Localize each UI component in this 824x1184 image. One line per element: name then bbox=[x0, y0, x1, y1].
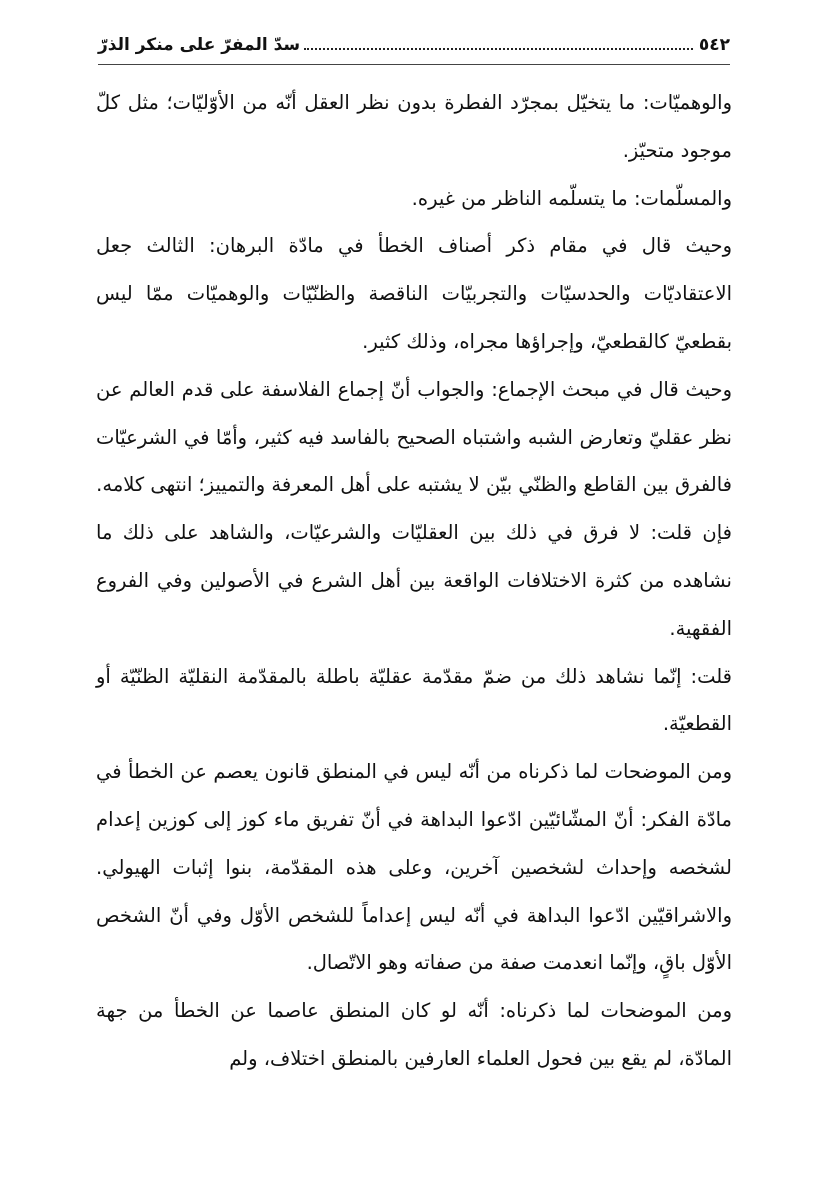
paragraph: والوهميّات: ما يتخيّل بمجرّد الفطرة بدون نظر العقل أنّه من الأوّليّات؛ مثل كلّ موجود متحيّز. bbox=[96, 91, 732, 162]
paragraph: فإن قلت: لا فرق في ذلك بين العقليّات والشرعيّات، والشاهد على ذلك ما نشاهده من كثرة الاختلافات الواقعة بين أهل الشرع في الأصولين وفي الفروع الفقهية. bbox=[96, 521, 732, 640]
paragraph: وحيث قال في مبحث الإجماع: والجواب أنّ إجماع الفلاسفة على قدم العالم عن نظر عقليّ وتعارض الشبه واشتباه الصحيح بالفاسد فيه كثير، وأمّا في الشرعيّات فالفرق بين القاطع والظنّي بيّن لا يشتبه على أهل المعرفة والتمييز؛ انتهى كلامه. bbox=[96, 377, 732, 497]
paragraph: والمسلّمات: ما يتسلّمه الناظر من غيره. bbox=[411, 186, 732, 210]
running-title: سدّ المفرّ على منكر الذرّ bbox=[98, 35, 301, 55]
paragraph: ومن الموضحات لما ذكرناه: أنّه لو كان المنطق عاصما عن الخطأ من جهة المادّة، لم يقع بين فحول العلماء العارفين بالمنطق اختلاف، ولم bbox=[96, 999, 732, 1070]
dot-leader bbox=[304, 48, 693, 50]
header-divider bbox=[98, 64, 730, 65]
page-number: ٥٤٢ bbox=[698, 35, 730, 55]
body-text bbox=[96, 79, 732, 1083]
paragraph: ومن الموضحات لما ذكرناه من أنّه ليس في المنطق قانون يعصم عن الخطأ في مادّة الفكر: أنّ المشّائيّين ادّعوا البداهة في أنّ تفريق ماء كوز إلى كوزين إعدام لشخصه وإحداث لشخصين آخرين، وعلى هذه المقدّمة، بنوا إثبات الهيولي. والاشراقيّين ادّعوا البداهة في أنّه ليس إعداماً للشخص الأوّل وفي أنّ الشخص الأوّل باقٍ، وإنّما انعدمت صفة من صفاته وهو الاتّصال. bbox=[96, 760, 732, 975]
paragraph: وحيث قال في مقام ذكر أصناف الخطأ في مادّة البرهان: الثالث جعل الاعتقاديّات والحدسيّات والتجربيّات الناقصة والظنّيّات والوهميّات ممّا ليس بقطعيّ كالقطعيّ، وإجراؤها مجراه، وذلك كثير. bbox=[96, 234, 732, 353]
paragraph: قلت: إنّما نشاهد ذلك من ضمّ مقدّمة عقليّة باطلة بالمقدّمة النقليّة الظنّيّة أو القطعيّة. bbox=[96, 664, 732, 736]
page-header bbox=[98, 30, 730, 60]
